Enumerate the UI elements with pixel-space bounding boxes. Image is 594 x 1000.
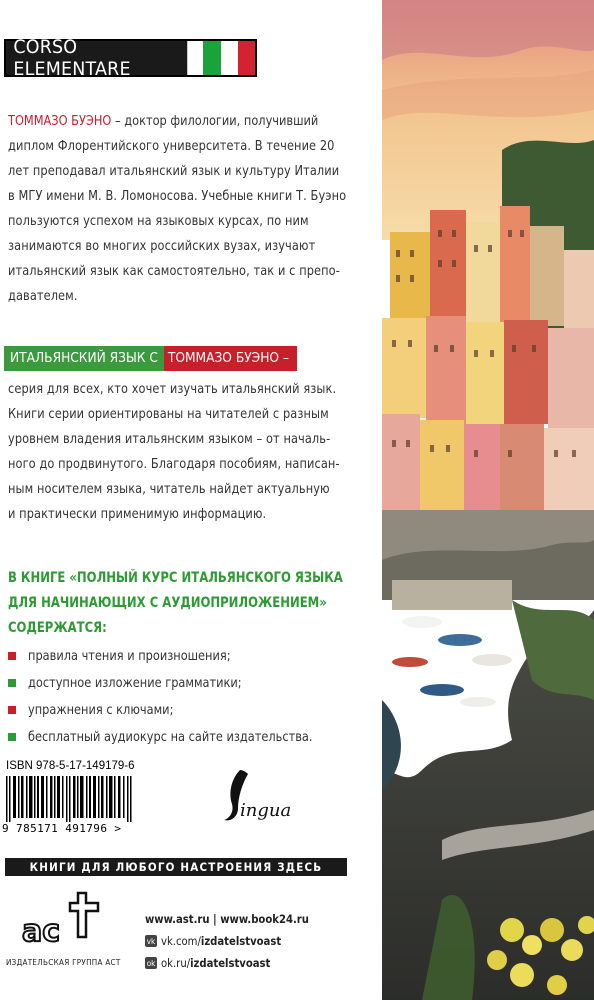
series-banner xyxy=(4,346,297,371)
bullet-square-icon xyxy=(8,652,16,660)
series-line: Книги серии ориентированы на читателей с разным xyxy=(8,406,329,422)
italian-flag-green xyxy=(203,41,221,75)
bullet-square-icon xyxy=(8,733,16,741)
list-item-text: доступное изложение грамматики; xyxy=(28,674,242,691)
contents-heading-line: В КНИГЕ «ПОЛНЫЙ КУРС ИТАЛЬЯНСКОГО ЯЗЫКА xyxy=(8,570,343,586)
series-line: ного до продвинутого. Благодаря пособиям, написан- xyxy=(8,456,340,472)
italian-flag-white xyxy=(221,41,239,75)
slogan-bar: КНИГИ ДЛЯ ЛЮБОГО НАСТРОЕНИЯ ЗДЕСЬ xyxy=(5,858,347,876)
lingua-logo xyxy=(210,764,310,828)
contents-heading-line: ДЛЯ НАЧИНАЮЩИХ С АУДИОПРИЛОЖЕНИЕМ» xyxy=(8,595,327,611)
author-bio-line: итальянский язык как самостоятельно, так и с препо- xyxy=(8,263,340,279)
cinque-terre-photo xyxy=(382,0,594,1000)
author-name: ТОММАЗО БУЭНО xyxy=(8,113,112,129)
vk-handle: izdatelstvoast xyxy=(200,934,282,948)
series-description xyxy=(8,377,340,527)
author-bio-first-line xyxy=(8,109,318,134)
series-line: уровнем владения итальянским языком – от началь- xyxy=(8,431,331,447)
author-bio-line: в МГУ имени М. В. Ломоносова. Учебные книги Т. Буэно xyxy=(8,188,347,204)
list-item xyxy=(8,723,334,750)
svg-text:ingua: ingua xyxy=(240,800,292,821)
ast-publisher-logo xyxy=(18,885,108,957)
svg-text:ac: ac xyxy=(22,914,61,949)
author-bio-line: лет преподавал итальянский язык и культуру Италии xyxy=(8,163,340,179)
list-item-text: упражнения с ключами; xyxy=(28,701,174,718)
ok-prefix: ok.ru/ xyxy=(161,956,191,970)
vk-link[interactable] xyxy=(145,930,309,952)
author-bio-line-0: – доктор филологии, получивший xyxy=(111,113,319,129)
barcode-icon xyxy=(6,776,134,822)
author-bio-line: давателем. xyxy=(8,288,78,304)
series-banner-red: ТОММАЗО БУЭНО – xyxy=(164,346,297,371)
list-item xyxy=(8,696,334,723)
list-item xyxy=(8,669,334,696)
author-bio-line: диплом Флорентийского университета. В течение 20 xyxy=(8,138,335,154)
ok-icon: ok xyxy=(146,958,156,968)
vk-icon: vk xyxy=(146,936,156,946)
series-banner-green: ИТАЛЬЯНСКИЙ ЯЗЫК С xyxy=(4,346,164,371)
publisher-name: ИЗДАТЕЛЬСКАЯ ГРУППА АСТ xyxy=(6,958,121,967)
vk-prefix: vk.com/ xyxy=(161,934,201,948)
author-bio xyxy=(8,134,346,309)
barcode-number: 9 785171 491796 > xyxy=(2,822,122,835)
isbn-label: ISBN 978-5-17-149179-6 xyxy=(6,760,135,772)
series-title: CORSO ELEMENTARE xyxy=(6,41,187,75)
contents-heading-line: СОДЕРЖАТСЯ: xyxy=(8,620,107,636)
bullet-square-icon xyxy=(8,679,16,687)
ok-handle: izdatelstvoast xyxy=(190,956,271,970)
ok-link[interactable] xyxy=(145,952,309,974)
series-line: и практически применимую информацию. xyxy=(8,506,267,522)
list-item-text: правила чтения и произношения; xyxy=(28,647,231,664)
series-line: ным носителем языка, читатель найдет актуальную xyxy=(8,481,330,497)
italian-flag-red xyxy=(238,41,255,75)
publisher-links xyxy=(145,908,309,974)
contents-list xyxy=(8,642,334,750)
series-line: серия для всех, кто хочет изучать итальянский язык. xyxy=(8,381,337,397)
author-bio-line: занимаются во многих российских вузах, изучают xyxy=(8,238,316,254)
contents-heading xyxy=(8,566,343,641)
title-bar xyxy=(4,36,257,80)
list-item xyxy=(8,642,334,669)
websites-link[interactable]: www.ast.ru | www.book24.ru xyxy=(145,912,309,926)
author-bio-line: пользуются успехом на языковых курсах, по ним xyxy=(8,213,309,229)
list-item-text: бесплатный аудиокурс на сайте издательства. xyxy=(28,728,313,745)
bullet-square-icon xyxy=(8,706,16,714)
